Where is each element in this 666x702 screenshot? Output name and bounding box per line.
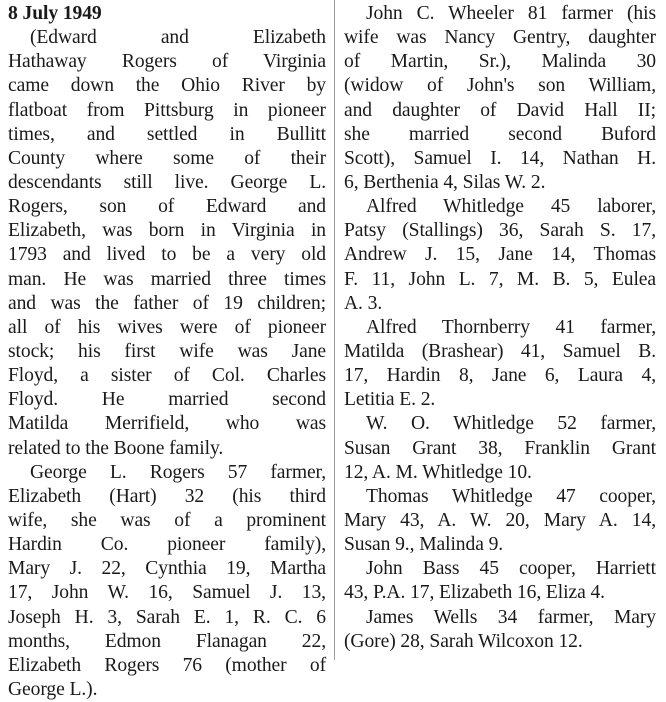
text-line: Elizabeth, was born in Virginia in [8, 220, 326, 242]
text-line: wife was Nancy Gentry, daughter [344, 27, 656, 49]
text-line: Matilda (Brashear) 41, Samuel B. [344, 340, 656, 362]
text-line: Alfred Whitledge 45 laborer, [366, 196, 656, 218]
text-line: 17, John W. 16, Samuel J. 13, [8, 582, 326, 604]
text-line: 1793 and lived to be a very old [8, 244, 326, 266]
text-line: Joseph H. 3, Sarah E. 1, R. C. 6 [8, 606, 326, 628]
text-line: and was the father of 19 children; [8, 292, 326, 314]
text-line: wife, she was of a prominent [8, 509, 326, 531]
text-line: Susan Grant 38, Franklin Grant [344, 437, 656, 459]
text-line: came down the Ohio River by [8, 75, 326, 97]
right-column-text [344, 2, 656, 654]
text-line: 6, Berthenia 4, Silas W. 2. [344, 171, 546, 193]
text-line: Floyd, a sister of Col. Charles [8, 365, 326, 387]
text-line: John Bass 45 cooper, Harriett [366, 558, 656, 580]
left-column [8, 2, 326, 702]
text-line: F. 11, John L. 7, M. B. 5, Eulea [344, 268, 656, 290]
text-line: Rogers, son of Edward and [8, 196, 326, 218]
text-line: (widow of John's son William, [344, 75, 656, 97]
text-line: John C. Wheeler 81 farmer (his [366, 3, 656, 24]
text-line: (Edward and Elizabeth [30, 27, 326, 49]
text-line: A. 3. [344, 292, 383, 314]
text-line: 43, P.A. 17, Elizabeth 16, Eliza 4. [344, 582, 605, 604]
text-line: Mary J. 22, Cynthia 19, Martha [8, 558, 326, 580]
text-line: stock; his first wife was Jane [8, 340, 326, 362]
text-line: County where some of their [8, 147, 326, 169]
text-line: Matilda Merrifield, who was [8, 413, 326, 435]
text-line: descendants still live. George L. [8, 171, 326, 193]
text-line: Floyd. He married second [8, 389, 326, 411]
text-line: Thomas Whitledge 47 cooper, [366, 485, 656, 507]
text-line: all of his wives were of pioneer [8, 316, 326, 338]
text-line: James Wells 34 farmer, Mary [366, 606, 656, 628]
text-line: of Martin, Sr.), Malinda 30 [344, 51, 656, 73]
text-line: 17, Hardin 8, Jane 6, Laura 4, [344, 365, 656, 387]
text-line: W. O. Whitledge 52 farmer, [366, 413, 656, 435]
text-line: Patsy (Stallings) 36, Sarah S. 17, [344, 220, 656, 242]
text-line: flatboat from Pittsburg in pioneer [8, 99, 326, 121]
text-line: related to the Boone family. [8, 437, 224, 459]
text-line: Elizabeth Rogers 76 (mother of [8, 654, 326, 676]
text-line: (Gore) 28, Sarah Wilcoxon 12. [344, 630, 583, 652]
text-line: Alfred Thornberry 41 farmer, [366, 316, 656, 338]
dateline: 8 July 1949 [8, 3, 102, 24]
text-line: and daughter of David Hall II; [344, 99, 656, 121]
text-line: Elizabeth (Hart) 32 (his third [8, 485, 326, 507]
text-line: Scott), Samuel I. 14, Nathan H. [344, 147, 656, 169]
text-line: Mary 43, A. W. 20, Mary A. 14, [344, 509, 656, 531]
text-line: Letitia E. 2. [344, 389, 436, 411]
text-line: Susan 9., Malinda 9. [344, 534, 504, 556]
text-line: times, and settled in Bullitt [8, 123, 326, 145]
text-line: 12, A. M. Whitledge 10. [344, 461, 532, 483]
left-column-text [8, 26, 326, 702]
text-line: man. He was married three times [8, 268, 326, 290]
text-line: Hathaway Rogers of Virginia [8, 51, 326, 73]
text-line: months, Edmon Flanagan 22, [8, 630, 326, 652]
text-line: Andrew J. 15, Jane 14, Thomas [344, 244, 656, 266]
text-line: she married second Buford [344, 123, 656, 145]
text-line: George L.). [8, 678, 98, 700]
text-line: Hardin Co. pioneer family), [8, 534, 326, 556]
column-divider [334, 0, 335, 660]
text-line: George L. Rogers 57 farmer, [30, 461, 326, 483]
right-column [344, 2, 656, 654]
